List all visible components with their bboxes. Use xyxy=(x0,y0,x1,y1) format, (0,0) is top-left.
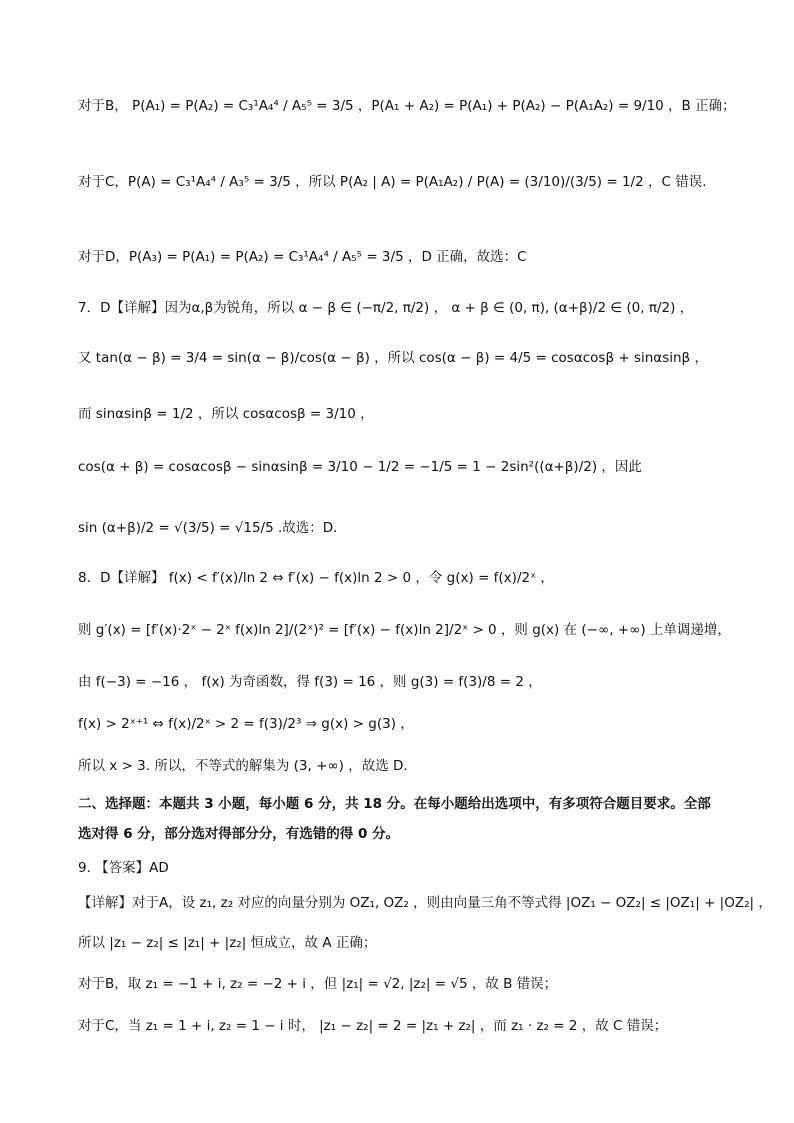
line-b-probability: 对于B， P(A₁) = P(A₂) = C₃¹A₄⁴ / A₅⁵ = 3/5 ，P(A₁ + A₂) = P(A₁) + P(A₂) − P(A₁A₂) = 9/10 ，B 正确； xyxy=(78,98,736,114)
q8-conclusion: 所以 x > 3. 所以，不等式的解集为 (3, +∞) ，故选 D. xyxy=(78,758,408,774)
q7-cos-sum-line: cos(α + β) = cosαcosβ − sinαsinβ = 3/10 − 1/2 = −1/5 = 1 − 2sin²((α+β)/2) ，因此 xyxy=(78,459,642,475)
q9-detail-a-cont: 所以 |z₁ − z₂| ≤ |z₁| + |z₂| 恒成立，故 A 正确； xyxy=(78,935,377,951)
q8-answer-intro: 8．D【详解】 f(x) < f′(x)/ln 2 ⇔ f′(x) − f(x)ln 2 > 0 ，令 g(x) = f(x)/2ˣ ， xyxy=(78,570,554,586)
section-two-heading: 二、选择题：本题共 3 小题，每小题 6 分，共 18 分。在每小题给出选项中，有多项符合题目要求。全部 xyxy=(78,796,711,812)
q9-answer: 9. 【答案】AD xyxy=(78,860,169,876)
q8-derivative-line: 则 g′(x) = [f′(x)·2ˣ − 2ˣ f(x)ln 2]/(2ˣ)² = [f′(x) − f(x)ln 2]/2ˣ > 0 ，则 g(x) 在 (−∞, +∞) 上单调递增， xyxy=(78,622,731,638)
q9-detail-c: 对于C，当 z₁ = 1 + i, z₂ = 1 − i 时， |z₁ − z₂| = 2 = |z₁ + z₂| ，而 z₁ · z₂ = 2 ，故 C 错误； xyxy=(78,1018,668,1034)
q8-odd-function-line: 由 f(−3) = −16 ， f(x) 为奇函数，得 f(3) = 16 ，则 g(3) = f(3)/8 = 2 ， xyxy=(78,674,542,690)
q7-sin-product-line: 而 sinαsinβ = 1/2 ，所以 cosαcosβ = 3/10 ， xyxy=(78,406,374,422)
line-c-conditional-probability: 对于C，P(A) = C₃¹A₄⁴ / A₃⁵ = 3/5 ，所以 P(A₂ | A) = P(A₁A₂) / P(A) = (3/10)/(3/5) = 1/2 ，C 错误. xyxy=(78,174,707,190)
q9-detail-b: 对于B，取 z₁ = −1 + i, z₂ = −2 + i ，但 |z₁| = √2, |z₂| = √5 ，故 B 错误； xyxy=(78,976,558,992)
q9-detail-a: 【详解】对于A，设 z₁, z₂ 对应的向量分别为 OZ₁, OZ₂ ，则由向量三角不等式得 |OZ₁ − OZ₂| ≤ |OZ₁| + |OZ₂| ， xyxy=(78,895,772,911)
q7-answer-intro: 7．D【详解】因为α,β为锐角，所以 α − β ∈ (−π/2, π/2) ， α + β ∈ (0, π), (α+β)/2 ∈ (0, π/2) ， xyxy=(78,300,694,316)
q7-tan-line: 又 tan(α − β) = 3/4 = sin(α − β)/cos(α − β) ，所以 cos(α − β) = 4/5 = cosαcosβ + sinαsinβ ， xyxy=(78,350,708,366)
section-two-heading-cont: 选对得 6 分，部分选对得部分分，有选错的得 0 分。 xyxy=(78,826,400,842)
line-d-conclusion: 对于D，P(A₃) = P(A₁) = P(A₂) = C₃¹A₄⁴ / A₅⁵ = 3/5 ，D 正确，故选：C xyxy=(78,249,527,265)
q8-inequality-line: f(x) > 2ˣ⁺¹ ⇔ f(x)/2ˣ > 2 = f(3)/2³ ⇒ g(x) > g(3) ， xyxy=(78,716,414,732)
q7-result-line: sin (α+β)/2 = √(3/5) = √15/5 .故选：D． xyxy=(78,520,347,536)
